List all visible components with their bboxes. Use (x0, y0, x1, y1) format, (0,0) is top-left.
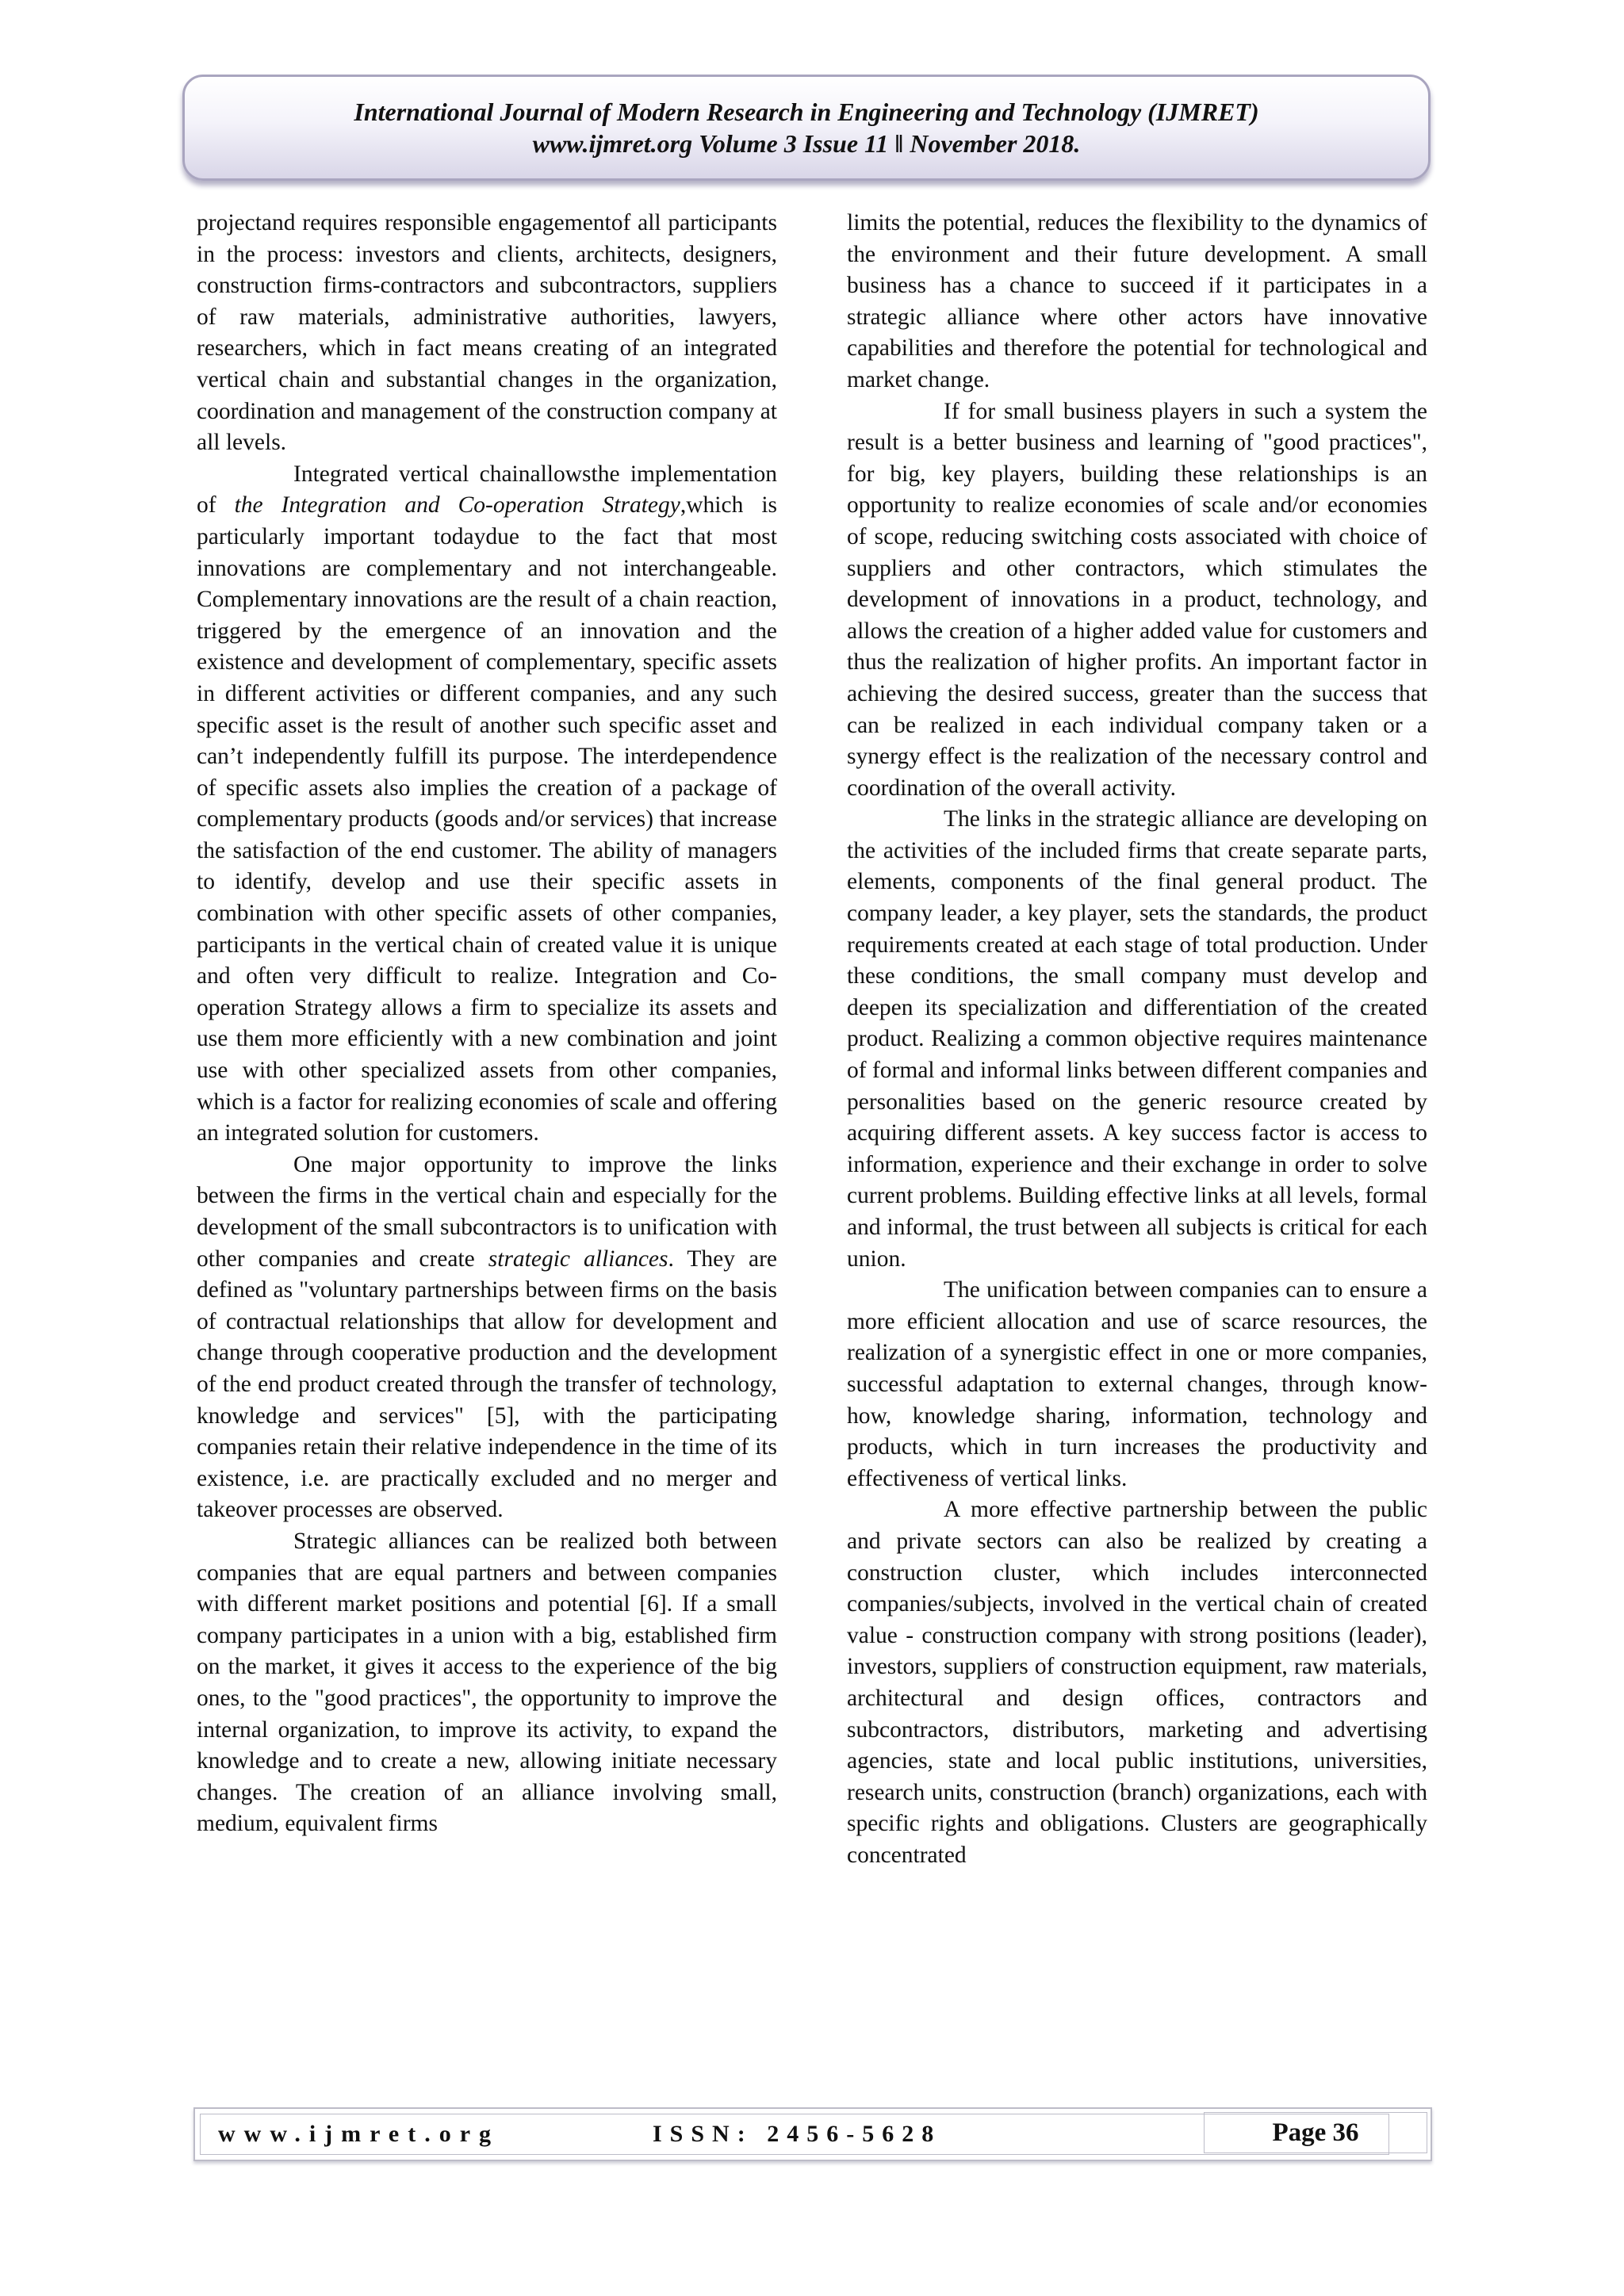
paragraph-text: Integrated vertical chainallowsthe implementation of (197, 461, 777, 519)
paragraph: The unification between companies can to ensure a more efficient allocation and use of scarce resources, the realization of a synergistic effect in one or more companies, successful adaptation to external changes, through know-how, knowledge sharing, information, technology and products, which in turn increases the productivity and effectiveness of vertical links. (847, 1277, 1427, 1491)
paragraph: projectand requires responsible engagementof all participants in the process: investors and clients, architects, designers, construction firms-contractors and subcontractors, suppliers of raw materials, administrative authorities, lawyers, researchers, which in fact means creating of an integrated vertical chain and substantial changes in the organization, coordination and management of the construction company at all levels. (197, 210, 777, 456)
emphasis-text: the Integration and Co-operation Strategy (234, 492, 680, 519)
journal-issue-line: www.ijmret.org Volume 3 Issue 11 ǁ November 2018. (532, 129, 1081, 158)
paragraph-text: ,which is particularly important todaydue to the fact that most innovations are complementary and not interchangeable. Complementary innovations are the result of a chain reaction, triggered by the emergence of an innovation and the existence and development of complementary, specific assets in different activities or different companies, and any such specific asset is the result of another such specific asset and can’t independently fulfill its purpose. The interdependence of specific assets also implies the creation of a package of complementary products (goods and/or services) that increase the satisfaction of the end customer. The ability of managers to identify, develop and use their specific assets in combination with other specific assets of other companies, participants in the vertical chain of created value it is unique and often very difficult to realize. Integration and Co-operation Strategy allows a firm to specialize its assets and use them more efficiently with a new combination and joint use with other specialized assets from other companies, which is a factor for realizing economies of scale and offering an integrated solution for customers. (197, 492, 777, 1146)
journal-title: International Journal of Modern Research in Engineering and Technology (IJMRET) (354, 98, 1259, 126)
paragraph: If for small business players in such a system the result is a better business and learning of "good practices", for big, key players, building these relationships is an opportunity to realize economies of scale and/or economies of scope, reducing switching costs associated with choice of suppliers and other contractors, which stimulates the development of innovations in a product, technology, and allows the creation of a higher added value for customers and thus the realization of higher profits. An important factor in achieving the desired success, greater than the success that can be realized in each individual company taken or a synergy effect is the realization of the necessary control and coordination of the overall activity. (847, 398, 1427, 801)
left-column (197, 208, 777, 1840)
paragraph-text: . They are defined as "voluntary partnerships between firms on the basis of contractual relationships that allow for development and change through cooperative production and the development of the end product created through the transfer of technology, knowledge and services" [5], with the participating companies retain their relative independence in the time of its existence, i.e. are practically excluded and no merger and takeover processes are observed. (197, 1246, 777, 1523)
journal-header (182, 75, 1431, 181)
paragraph: limits the potential, reduces the flexibility to the dynamics of the environment and their future development. A small business has a chance to succeed if it participates in a strategic alliance where other actors have innovative capabilities and therefore the potential for technological and market change. (847, 210, 1427, 392)
paragraph (197, 1150, 777, 1526)
footer-issn: ISSN: 2456-5628 (653, 2121, 942, 2147)
paragraph: The links in the strategic alliance are developing on the activities of the included firms that create separate parts, elements, components of the final general product. The company leader, a key player, sets the standards, the product requirements created at each stage of total production. Under these conditions, the small company must develop and deepen its specialization and differentiation of the created product. Realizing a common objective requires maintenance of formal and informal links between different companies and personalities based on the generic resource created by acquiring different assets. A key success factor is access to information, experience and their exchange in order to solve current problems. Building effective links at all levels, formal and informal, the trust between all subjects is critical for each union. (847, 806, 1427, 1272)
paragraph: A more effective partnership between the public and private sectors can also be realized by creating a construction cluster, which includes interconnected companies/subjects, involved in the vertical chain of created value - construction company with strong positions (leader), investors, suppliers of construction equipment, raw materials, architectural and design offices, contractors and subcontractors, distributors, marketing and advertising agencies, state and local public institutions, universities, research units, construction (branch) organizations, each with specific rights and obligations. Clusters are geographically concentrated (847, 1497, 1427, 1868)
emphasis-text: strategic alliances (488, 1246, 668, 1272)
paragraph-text: One major opportunity to improve the links between the firms in the vertical chain and especially for the development of the small subcontractors is to unification with other companies and create (197, 1151, 777, 1272)
paragraph: Strategic alliances can be realized both between companies that are equal partners and between companies with different market positions and potential [6]. If a small company participates in a union with a big, established firm on the market, it gives it access to the experience of the big ones, to the "good practices", the opportunity to improve the internal organization, to improve its activity, to expand the knowledge and to create a new, allowing initiate necessary changes. The creation of an alliance involving small, medium, equivalent firms (197, 1528, 777, 1837)
page-number: Page 36 (1204, 2112, 1427, 2153)
right-column (847, 208, 1427, 1871)
footer-url: www.ijmret.org (218, 2121, 500, 2147)
paragraph (197, 459, 777, 1150)
